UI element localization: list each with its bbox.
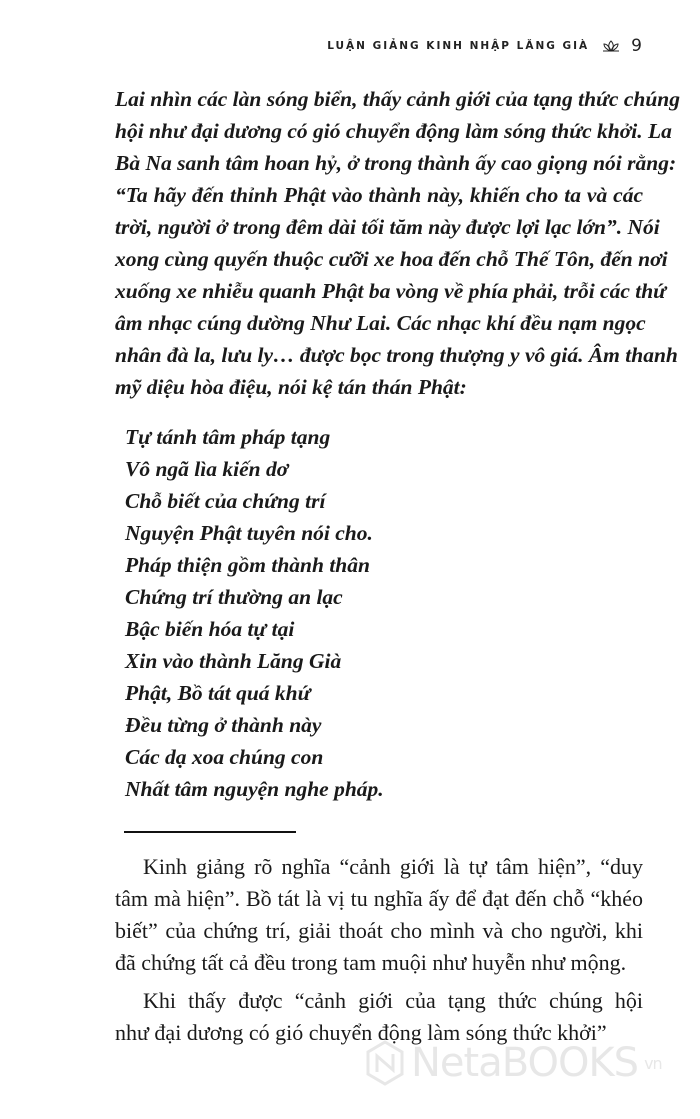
watermark-brand: NetaBOOKS <box>411 1040 639 1086</box>
text-line: Khi thấy được “cảnh giới của tạng thức chúng hội <box>143 988 643 1013</box>
text-line: Lai nhìn các làn sóng biển, thấy cảnh giới của tạng thức chúng <box>115 87 681 111</box>
text-line: Vô ngã lìa kiến dơ <box>125 457 289 481</box>
text-line: Chứng trí thường an lạc <box>125 585 343 609</box>
running-title: LUẬN GIẢNG KINH NHẬP LĂNG GIÀ <box>327 40 590 52</box>
text-line: tâm mà hiện”. Bồ tát là vị tu nghĩa ấy để đạt đến chỗ “khéo <box>115 886 643 911</box>
text-line: Kinh giảng rõ nghĩa “cảnh giới là tự tâm hiện”, “duy <box>143 854 643 879</box>
text-line: Pháp thiện gồm thành thân <box>125 553 370 577</box>
text-line: Xin vào thành Lăng Già <box>125 649 342 673</box>
netabooks-logo-icon <box>365 1040 405 1086</box>
divider <box>124 831 296 833</box>
running-header <box>327 36 642 56</box>
text-line: Phật, Bồ tát quá khứ <box>125 681 311 705</box>
watermark-suffix: vn <box>644 1053 662 1073</box>
text-line: hội như đại dương có gió chuyển động làm sóng thức khởi. La <box>115 119 672 143</box>
text-line: Bậc biến hóa tự tại <box>125 617 295 641</box>
text-line: trời, người ở trong đêm dài tối tăm này được lợi lạc lớn”. Nói <box>115 215 660 239</box>
text-line: âm nhạc cúng dường Như Lai. Các nhạc khí đều nạm ngọc <box>115 311 646 335</box>
text-line: Nhất tâm nguyện nghe pháp. <box>125 777 384 801</box>
text-line: mỹ diệu hòa điệu, nói kệ tán thán Phật: <box>115 375 467 399</box>
verse <box>125 421 384 805</box>
text-line: Chỗ biết của chứng trí <box>125 489 326 513</box>
text-line: đã chứng tất cả đều trong tam muội như huyễn như mộng. <box>115 950 627 975</box>
text-line: xong cùng quyến thuộc cưỡi xe hoa đến chỗ Thế Tôn, đến nơi <box>115 247 668 271</box>
text-line: Tự tánh tâm pháp tạng <box>125 425 331 449</box>
text-line: Bà Na sanh tâm hoan hỷ, ở trong thành ấy cao giọng nói rằng: <box>115 151 677 175</box>
text-line: Đều từng ở thành này <box>125 713 322 737</box>
text-line: biết” của chứng trí, giải thoát cho mình và cho người, khi <box>115 918 643 943</box>
text-line: nhân đà la, lưu ly… được bọc trong thượng y vô giá. Âm thanh <box>115 343 678 367</box>
page-number: 9 <box>631 36 642 56</box>
text-line: “Ta hãy đến thỉnh Phật vào thành này, khiến cho ta và các <box>115 183 643 207</box>
text-line: Nguyện Phật tuyên nói cho. <box>125 521 373 545</box>
lotus-icon <box>601 39 621 53</box>
text-line: như đại dương có gió chuyển động làm sóng thức khởi” <box>115 1020 607 1045</box>
watermark <box>365 1040 662 1086</box>
text-line: Các dạ xoa chúng con <box>125 745 324 769</box>
text-line: xuống xe nhiễu quanh Phật ba vòng về phía phải, trỗi các thứ <box>115 279 667 303</box>
intro-paragraph <box>115 83 681 403</box>
commentary-paragraph-1 <box>115 851 643 979</box>
